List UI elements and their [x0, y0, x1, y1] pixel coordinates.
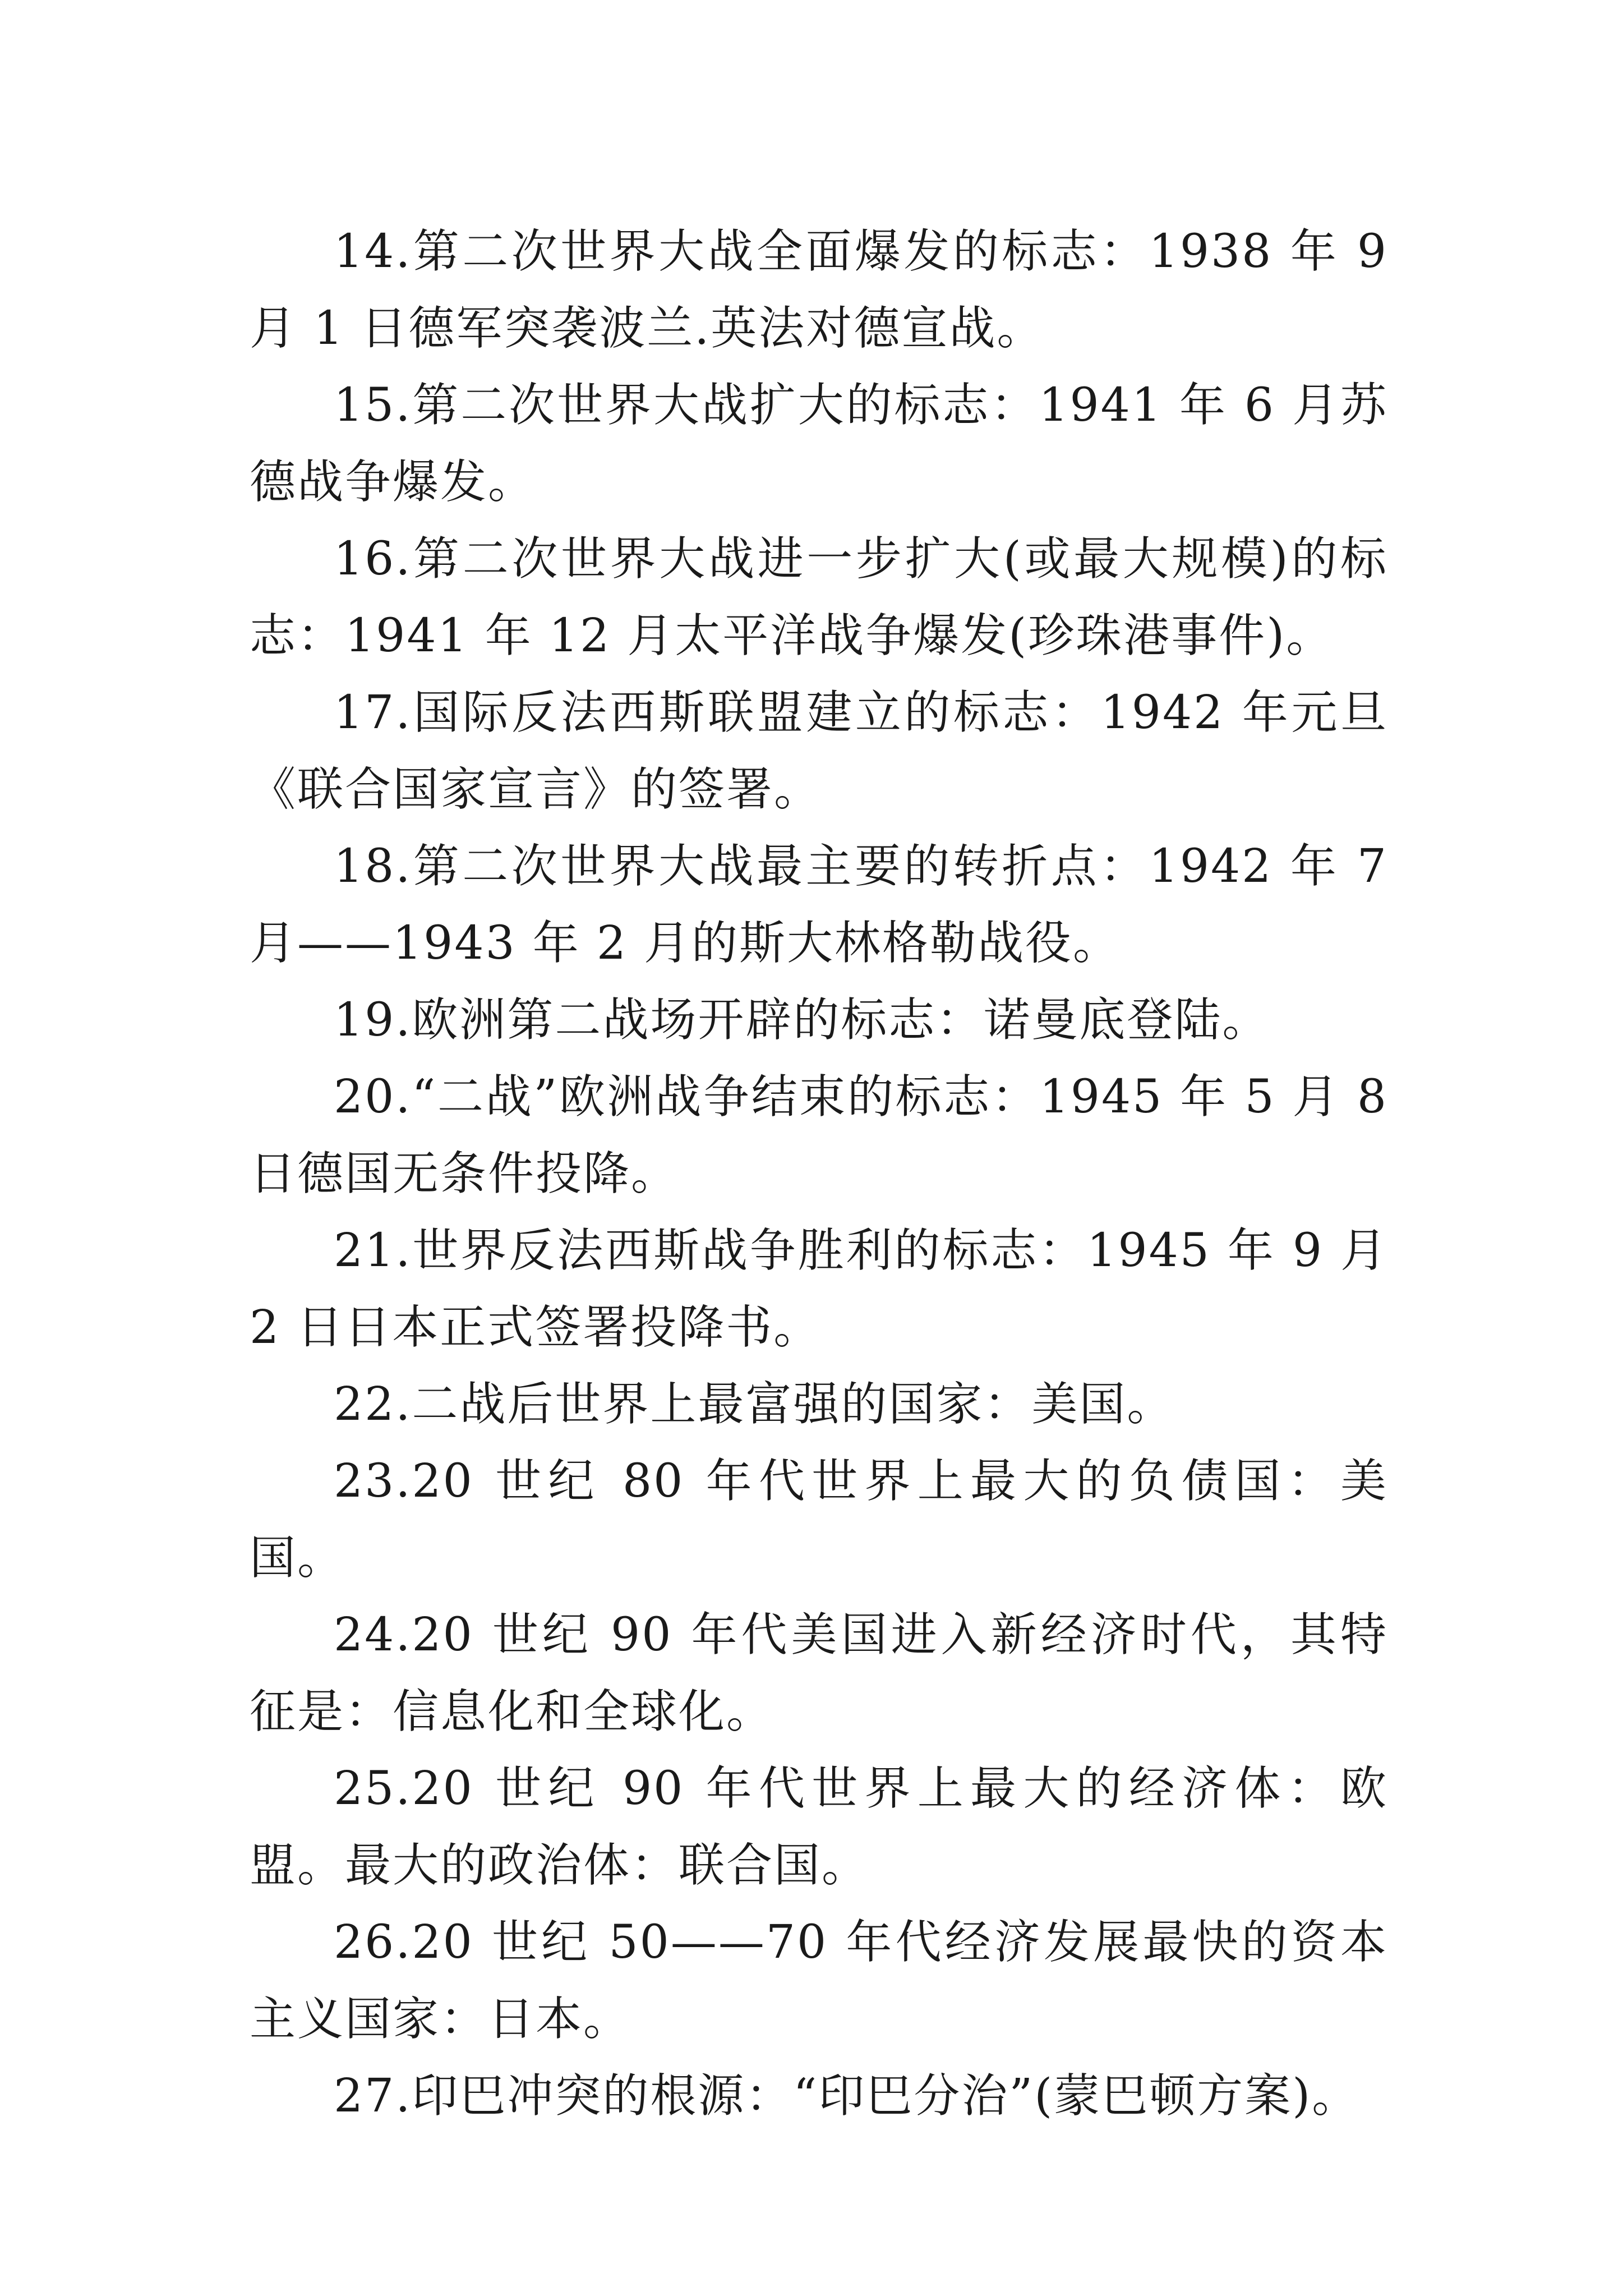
- list-item-20: 20.“二战”欧洲战争结束的标志：1945 年 5 月 8 日德国无条件投降。: [250, 1070, 1388, 1200]
- list-item-25: 25.20 世纪 90 年代世界上最大的经济体：欧盟。最大的政治体：联合国。: [250, 1762, 1388, 1892]
- list-item-15: 15.第二次世界大战扩大的标志：1941 年 6 月苏德战争爆发。: [250, 379, 1388, 509]
- list-item-18: 18.第二次世界大战最主要的转折点：1942 年 7 月——1943 年 2 月的斯大林格勒战役。: [250, 840, 1388, 970]
- list-item-14: 14.第二次世界大战全面爆发的标志：1938 年 9 月 1 日德军突袭波兰.英法对德宣战。: [250, 225, 1388, 355]
- list-item-22: 22.二战后世界上最富强的国家：美国。: [334, 1378, 1175, 1431]
- list-item-17: 17.国际反法西斯联盟建立的标志：1942 年元旦《联合国家宣言》的签署。: [250, 686, 1388, 816]
- list-item-23: 23.20 世纪 80 年代世界上最大的负债国：美国。: [250, 1455, 1388, 1585]
- document-body: [250, 213, 1388, 2134]
- list-item-27: 27.印巴冲突的根源：“印巴分治”(蒙巴顿方案)。: [334, 2069, 1360, 2123]
- list-item-19: 19.欧洲第二战场开辟的标志：诺曼底登陆。: [334, 993, 1270, 1047]
- list-item-24: 24.20 世纪 90 年代美国进入新经济时代，其特征是：信息化和全球化。: [250, 1608, 1388, 1738]
- list-item-21: 21.世界反法西斯战争胜利的标志：1945 年 9 月 2 日日本正式签署投降书。: [250, 1224, 1388, 1354]
- list-item-26: 26.20 世纪 50——70 年代经济发展最快的资本主义国家：日本。: [250, 1916, 1388, 2046]
- list-item-16: 16.第二次世界大战进一步扩大(或最大规模)的标志：1941 年 12 月太平洋战争爆发(珍珠港事件)。: [250, 532, 1388, 662]
